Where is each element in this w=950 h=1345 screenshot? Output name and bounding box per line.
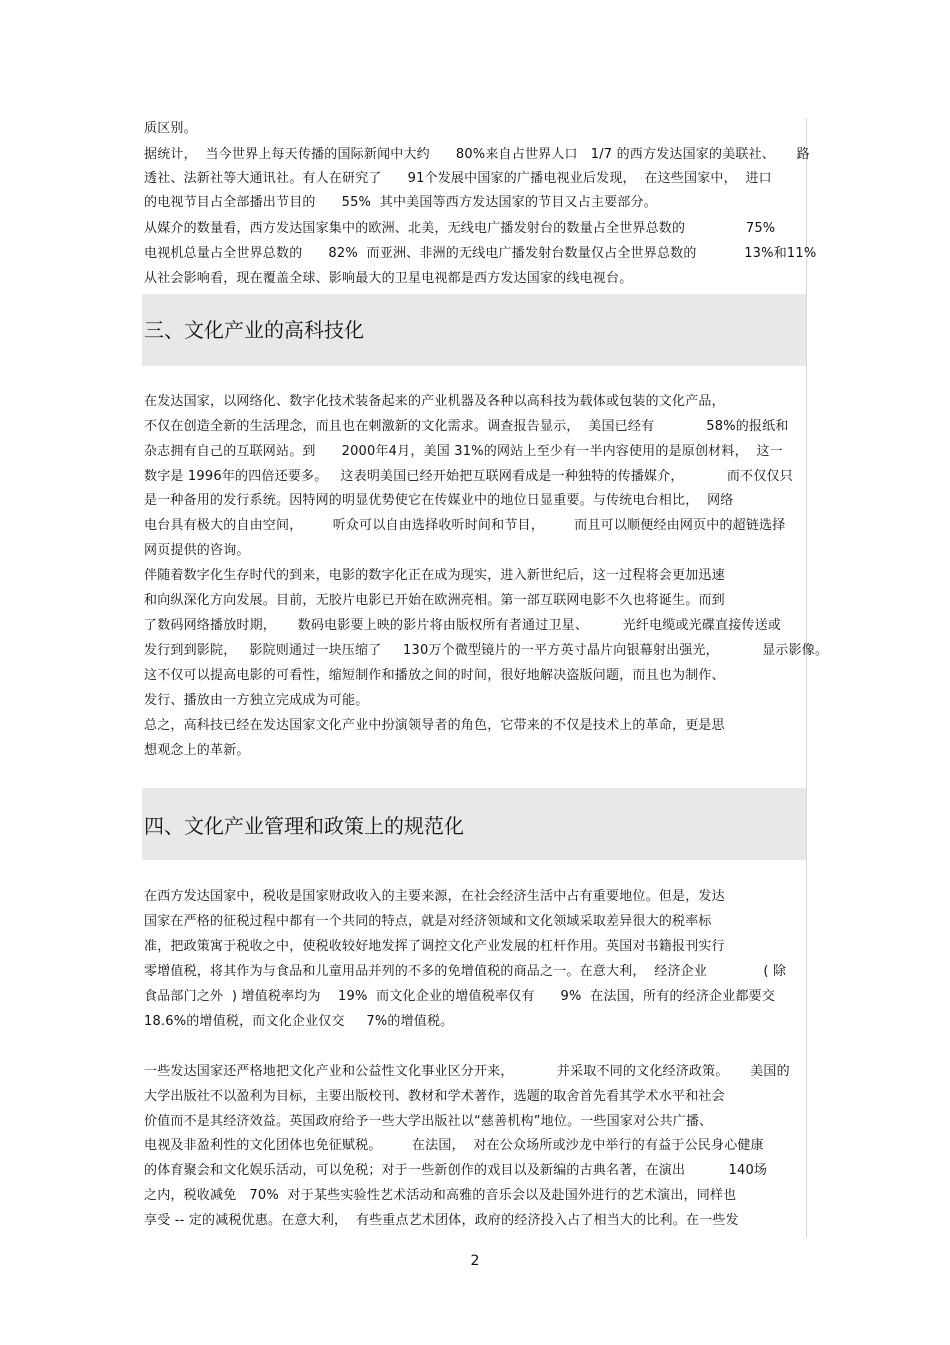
paragraph-line: 伴随着数字化生存时代的到来，电影的数字化正在成为现实，进入新世纪后，这一过程将会更加迅速 <box>144 568 725 583</box>
paragraph-line: 据统计， 当今世界上每天传播的国际新闻中大约 80%来自占世界人口 1/7 的西方发达国家的美联社、 路 <box>144 147 810 162</box>
paragraph-line: 大学出版社不以盈利为目标，主要出版校刊、教材和学术著作，选题的取舍首先看其学术水平和社会 <box>144 1089 725 1104</box>
paragraph-line: 发行到到影院， 影院则通过一块压缩了 130万个微型镜片的一平方英寸晶片向银幕射出强光， 显示影像。 <box>144 643 829 658</box>
paragraph-line: 食品部门之外 ) 增值税率均为 19% 而文化企业的增值税率仅有 9% 在法国，所有的经济企业都要交 <box>144 989 776 1004</box>
right-margin-rule <box>806 118 807 1238</box>
paragraph-line: 价值而不是其经济效益。英国政府给予一些大学出版社以“慈善机构”地位。一些国家对公共广播、 <box>144 1114 713 1129</box>
paragraph-line: 总之，高科技已经在发达国家文化产业中扮演领导者的角色，它带来的不仅是技术上的革命，更是思 <box>144 718 725 733</box>
paragraph-line: 是一种备用的发行系统。因特网的明显优势使它在传媒业中的地位日显重要。与传统电台相比， 网络 <box>144 493 734 508</box>
section-heading: 四、文化产业管理和政策上的规范化 <box>144 814 464 838</box>
paragraph-line: 零增值税，将其作为与食品和儿童用品并列的不多的免增值税的商品之一。在意大利， 经济企业 ( 除 <box>144 964 787 979</box>
paragraph-line: 发行、播放由一方独立完成成为可能。 <box>144 693 369 708</box>
paragraph-line: 电视及非盈利性的文化团体也免征赋税。 在法国， 对在公众场所或沙龙中举行的有益于公民身心健康 <box>144 1138 764 1153</box>
paragraph-line: 国家在严格的征税过程中都有一个共同的特点，就是对经济领域和文化领域采取差异很大的税率标 <box>144 914 712 929</box>
paragraph-line: 电视机总量占全世界总数的 82% 而亚洲、非洲的无线电广播发射台数量仅占全世界总数的 13%和11% <box>144 246 817 261</box>
paragraph-line: 不仅在创造全新的生活理念，而且也在刺激新的文化需求。调查报告显示， 美国已经有 58%的报纸和 <box>144 419 789 434</box>
paragraph-line: 准，把政策寓于税收之中，使税收较好地发挥了调控文化产业发展的杠杆作用。英国对书籍报刊实行 <box>144 939 725 954</box>
paragraph-line: 在发达国家，以网络化、数字化技术装备起来的产业机器及各种以高科技为载体或包装的文化产品， <box>144 394 725 409</box>
paragraph-line: 杂志拥有自己的互联网站。到 2000年4月，美国 31%的网站上至少有一半内容使用的是原创材料， 这一 <box>144 444 783 459</box>
paragraph-line: 在西方发达国家中，税收是国家财政收入的主要来源，在社会经济生活中占有重要地位。但是，发达 <box>144 889 725 904</box>
paragraph-line: 网页提供的咨询。 <box>144 543 250 558</box>
paragraph-line: 和向纵深化方向发展。目前，无胶片电影已开始在欧洲亮相。第一部互联网电影不久也将诞生。而到 <box>144 593 725 608</box>
paragraph-line: 想观念上的革新。 <box>144 743 250 758</box>
paragraph-line: 电台具有极大的自由空间， 听众可以自由选择收听时间和节目， 而且可以顺便经由网页中的超链选择 <box>144 518 786 533</box>
paragraph-line: 从媒介的数量看，西方发达国家集中的欧洲、北美，无线电广播发射台的数量占全世界总数的 75% <box>144 221 776 236</box>
section-heading: 三、文化产业的高科技化 <box>144 318 364 342</box>
paragraph-line: 这不仅可以提高电影的可看性，缩短制作和播放之间的时间，很好地解决盗版问题，而且也为制作、 <box>144 668 725 683</box>
page-number: 2 <box>470 1253 480 1269</box>
paragraph-line: 从社会影响看，现在覆盖全球、影响最大的卫星电视都是西方发达国家的线电视台。 <box>144 271 633 286</box>
paragraph-line: 了数码网络播放时期， 数码电影要上映的影片将由版权所有者通过卫星、 光纤电缆或光碟直接传送或 <box>144 618 782 633</box>
paragraph-line: 18.6%的增值税，而文化企业仅交 7%的增值税。 <box>144 1014 454 1029</box>
paragraph-line: 数字是 1996年的四倍还要多。 这表明美国已经开始把互联网看成是一种独特的传播媒介， 而不仅仅只 <box>144 469 793 484</box>
paragraph-line: 的体育聚会和文化娱乐活动，可以免税；对于一些新创作的戏目以及新编的古典名著，在演出 140场 <box>144 1163 768 1178</box>
paragraph-line: 享受 -- 定的减税优惠。在意大利， 有些重点艺术团体，政府的经济投入占了相当大的比利。在一些发 <box>144 1213 739 1228</box>
paragraph-line: 之内，税收减免 70% 对于某些实验性艺术活动和高雅的音乐会以及赴国外进行的艺术演出，同样也 <box>144 1188 737 1203</box>
paragraph-line: 质区别。 <box>144 121 197 136</box>
paragraph-line: 的电视节目占全部播出节目的 55% 其中美国等西方发达国家的节目又占主要部分。 <box>144 195 657 210</box>
paragraph-line: 一些发达国家还严格地把文化产业和公益性文化事业区分开来， 并采取不同的文化经济政策。 美国的 <box>144 1064 790 1079</box>
paragraph-line: 透社、法新社等大通讯社。有人在研究了 91个发展中国家的广播电视业后发现， 在这些国家中， 进口 <box>144 171 772 186</box>
